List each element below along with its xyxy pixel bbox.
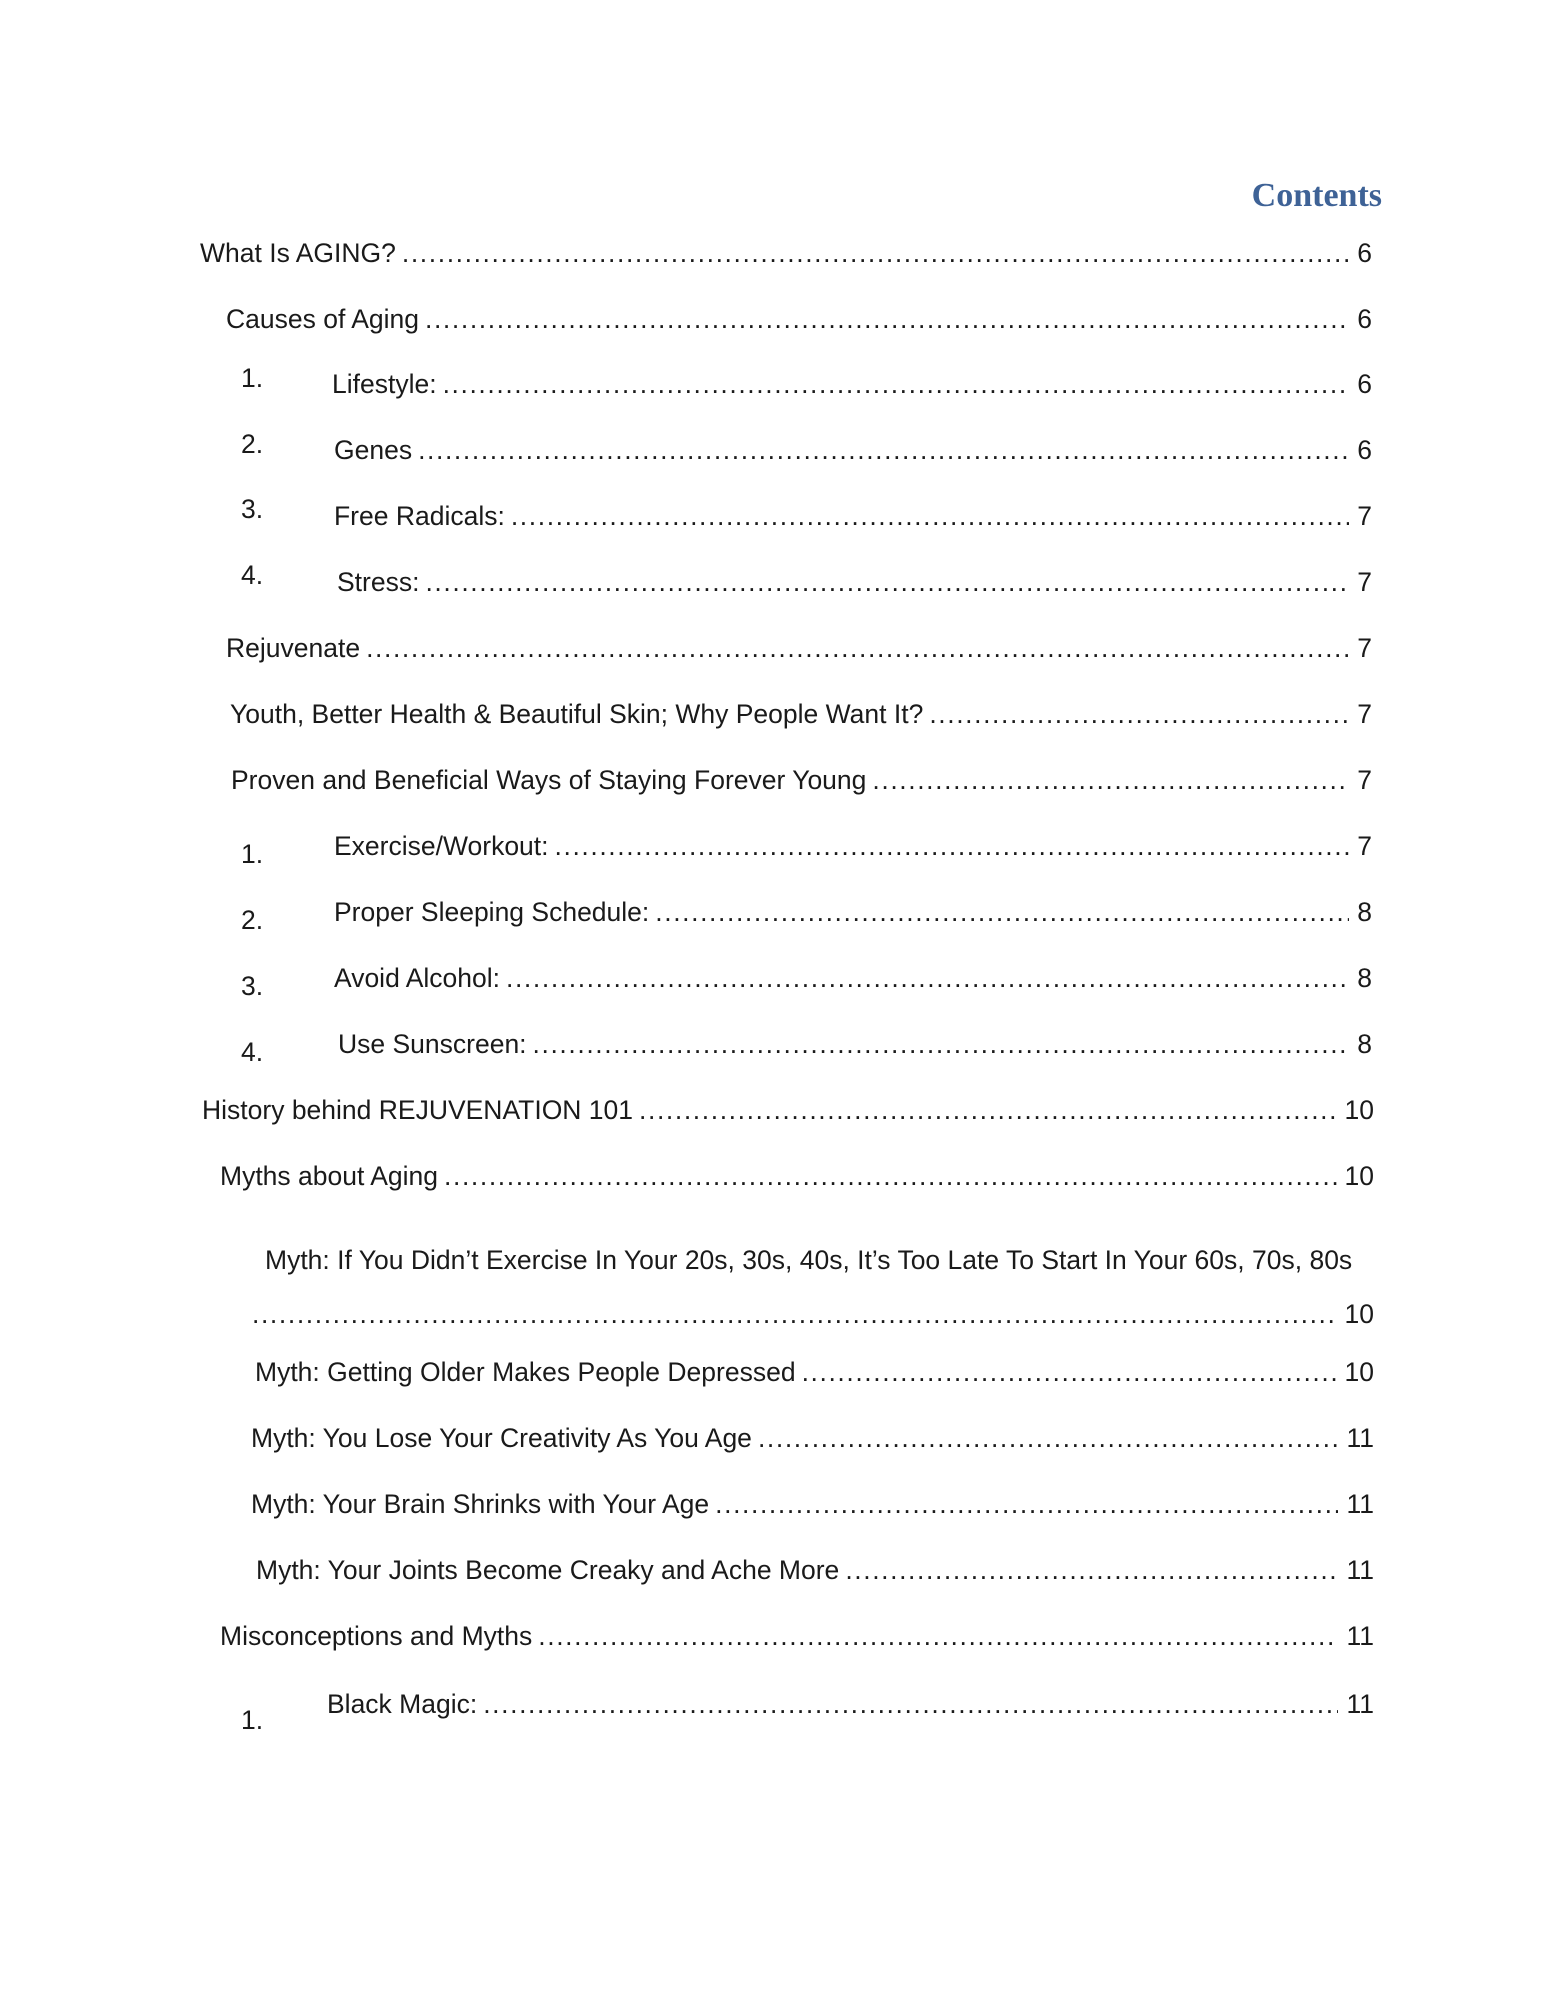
toc-entry-page: 6 bbox=[1357, 435, 1372, 465]
toc-entry-page: 7 bbox=[1357, 567, 1372, 597]
toc-entry-page: 6 bbox=[1357, 369, 1372, 399]
toc-entry-stress[interactable] bbox=[337, 562, 1372, 602]
toc-entry-text: Lifestyle: bbox=[332, 369, 437, 399]
dot-leader bbox=[555, 826, 1350, 866]
toc-entry-page: 11 bbox=[1346, 1621, 1374, 1651]
toc-entry-page: 7 bbox=[1357, 831, 1372, 861]
dot-leader bbox=[655, 892, 1349, 932]
toc-entry-page: 10 bbox=[1344, 1299, 1374, 1329]
toc-entry-proven-ways[interactable] bbox=[231, 760, 1372, 800]
toc-entry-page: 8 bbox=[1357, 1029, 1372, 1059]
toc-entry-page: 8 bbox=[1357, 897, 1372, 927]
toc-entry-text: Causes of Aging bbox=[226, 304, 419, 334]
dot-leader bbox=[758, 1418, 1339, 1458]
toc-entry-text: Free Radicals: bbox=[334, 501, 505, 531]
toc-entry-text: Rejuvenate bbox=[226, 633, 361, 663]
toc-entry-page: 6 bbox=[1357, 304, 1372, 334]
toc-entry-text: Proper Sleeping Schedule: bbox=[334, 897, 650, 927]
toc-entry-lifestyle[interactable] bbox=[332, 364, 1372, 404]
toc-entry-text: History behind REJUVENATION 101 bbox=[202, 1095, 634, 1125]
toc-entry-rejuvenate[interactable] bbox=[226, 628, 1372, 668]
dot-leader bbox=[715, 1484, 1338, 1524]
toc-entry-number: 4. bbox=[241, 1037, 264, 1067]
toc-entry-black-magic[interactable] bbox=[327, 1684, 1374, 1724]
toc-entry-text: Myth: Your Brain Shrinks with Your Age bbox=[251, 1489, 710, 1519]
dot-leader bbox=[538, 1616, 1338, 1656]
toc-entry-page: 11 bbox=[1346, 1555, 1374, 1585]
toc-entry-genes[interactable] bbox=[334, 430, 1372, 470]
toc-entry-number: 1. bbox=[241, 1705, 264, 1735]
toc-entry-text: Myth: You Lose Your Creativity As You Age bbox=[251, 1423, 752, 1453]
dot-leader bbox=[443, 364, 1350, 404]
toc-entry-text: Myths about Aging bbox=[220, 1161, 439, 1191]
dot-leader bbox=[929, 694, 1349, 734]
dot-leader bbox=[872, 760, 1349, 800]
toc-entry-number: 3. bbox=[241, 494, 264, 524]
toc-entry-myth-creativity[interactable] bbox=[251, 1418, 1374, 1458]
toc-entry-page: 7 bbox=[1357, 501, 1372, 531]
toc-entry-page: 11 bbox=[1346, 1423, 1374, 1453]
toc-entry-text: Use Sunscreen: bbox=[338, 1029, 527, 1059]
toc-entry-what-is-aging[interactable] bbox=[200, 233, 1372, 273]
toc-entry-myths-about-aging[interactable] bbox=[220, 1156, 1374, 1196]
dot-leader bbox=[425, 562, 1349, 602]
dot-leader bbox=[511, 496, 1349, 536]
dot-leader bbox=[483, 1684, 1338, 1724]
dot-leader bbox=[506, 958, 1349, 998]
toc-entry-text: Misconceptions and Myths bbox=[220, 1621, 533, 1651]
toc-entry-text: Proven and Beneficial Ways of Staying Forever Young bbox=[231, 765, 867, 795]
toc-entry-text: Black Magic: bbox=[327, 1689, 478, 1719]
toc-entry-text: Exercise/Workout: bbox=[334, 831, 549, 861]
toc-entry-page: 10 bbox=[1344, 1357, 1374, 1387]
toc-entry-youth-better-health[interactable] bbox=[230, 694, 1372, 734]
toc-entry-text: Avoid Alcohol: bbox=[334, 963, 500, 993]
toc-entry-myth-joints[interactable] bbox=[256, 1550, 1374, 1590]
toc-entry-page: 10 bbox=[1344, 1161, 1374, 1191]
toc-entry-use-sunscreen[interactable] bbox=[338, 1024, 1372, 1064]
toc-entry-history[interactable] bbox=[202, 1090, 1374, 1130]
dot-leader bbox=[425, 299, 1349, 339]
dot-leader bbox=[845, 1550, 1338, 1590]
toc-entry-misconceptions[interactable] bbox=[220, 1616, 1374, 1656]
toc-entry-page: 6 bbox=[1357, 238, 1372, 268]
toc-entry-number: 3. bbox=[241, 971, 264, 1001]
toc-entry-text: What Is AGING? bbox=[200, 238, 396, 268]
dot-leader bbox=[418, 430, 1349, 470]
dot-leader bbox=[802, 1352, 1337, 1392]
dot-leader bbox=[444, 1156, 1336, 1196]
toc-entry-number: 1. bbox=[241, 839, 264, 869]
dot-leader bbox=[252, 1294, 1337, 1334]
toc-entry-proper-sleeping-schedule[interactable] bbox=[334, 892, 1372, 932]
toc-entry-text: Myth: Getting Older Makes People Depressed bbox=[255, 1357, 796, 1387]
toc-entry-myth-exercise[interactable] bbox=[252, 1240, 1374, 1334]
toc-entry-page: 11 bbox=[1346, 1489, 1374, 1519]
toc-entry-page: 11 bbox=[1346, 1689, 1374, 1719]
toc-title: Contents bbox=[1251, 177, 1382, 214]
dot-leader bbox=[366, 628, 1349, 668]
toc-entry-page: 7 bbox=[1357, 765, 1372, 795]
toc-entry-avoid-alcohol[interactable] bbox=[334, 958, 1372, 998]
dot-leader bbox=[402, 233, 1349, 273]
toc-entry-free-radicals[interactable] bbox=[334, 496, 1372, 536]
toc-entry-number: 2. bbox=[241, 905, 264, 935]
toc-entry-text: Stress: bbox=[337, 567, 420, 597]
toc-entry-myth-brain-shrinks[interactable] bbox=[251, 1484, 1374, 1524]
toc-entry-exercise-workout[interactable] bbox=[334, 826, 1372, 866]
toc-entry-page: 7 bbox=[1357, 633, 1372, 663]
toc-entry-number: 1. bbox=[241, 363, 264, 393]
toc-entry-text: Genes bbox=[334, 435, 413, 465]
toc-entry-page: 7 bbox=[1357, 699, 1372, 729]
toc-entry-number: 2. bbox=[241, 429, 264, 459]
dot-leader bbox=[639, 1090, 1336, 1130]
toc-entry-text: Youth, Better Health & Beautiful Skin; Why People Want It? bbox=[230, 699, 924, 729]
toc-entry-myth-depressed[interactable] bbox=[255, 1352, 1374, 1392]
dot-leader bbox=[533, 1024, 1350, 1064]
toc-entry-page: 10 bbox=[1344, 1095, 1374, 1125]
toc-entry-page: 8 bbox=[1357, 963, 1372, 993]
toc-entry-causes-of-aging[interactable] bbox=[226, 299, 1372, 339]
toc-entry-text: Myth: If You Didn’t Exercise In Your 20s, 30s, 40s, It’s Too Late To Start In Your 60s, 70s, 80s bbox=[265, 1245, 1353, 1275]
toc-entry-text: Myth: Your Joints Become Creaky and Ache More bbox=[256, 1555, 840, 1585]
toc-entry-number: 4. bbox=[241, 560, 264, 590]
